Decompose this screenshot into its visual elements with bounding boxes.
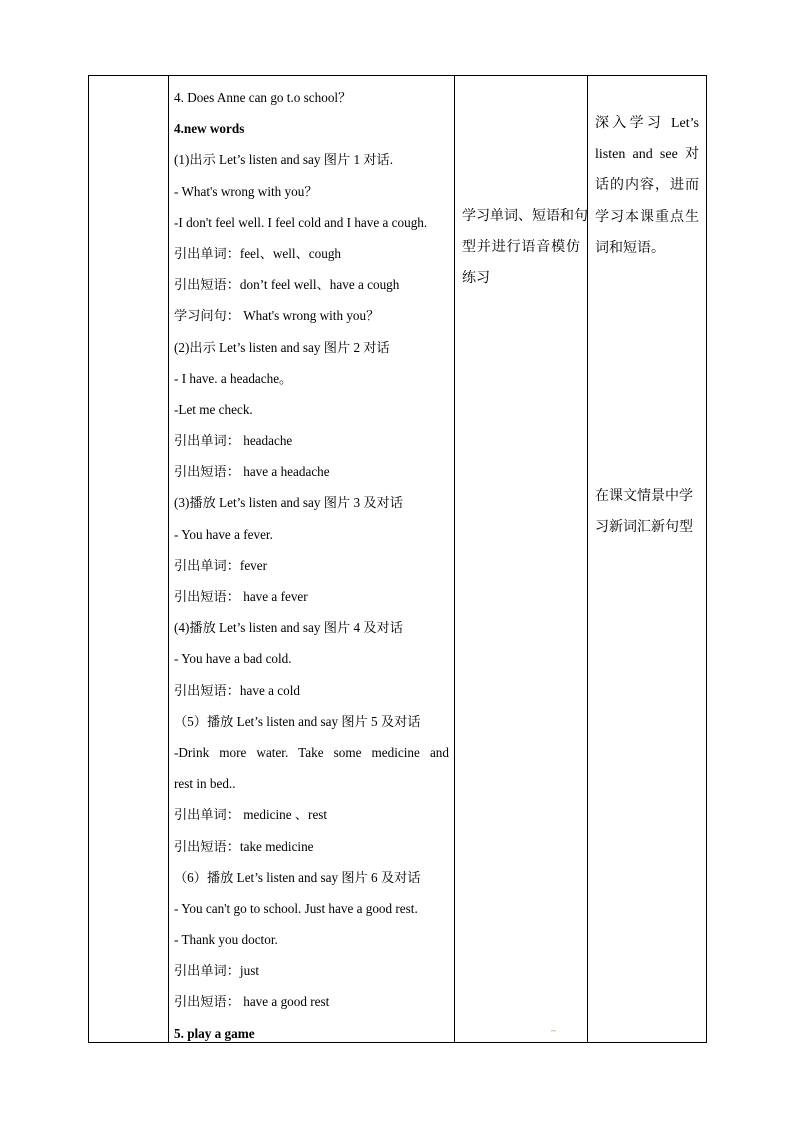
process-line: 引出短语： have a good rest <box>174 994 330 1010</box>
process-line: （5）播放 Let’s listen and say 图片 5 及对话 <box>174 713 421 729</box>
process-lines <box>174 82 449 1049</box>
process-line: - Thank you doctor. <box>174 932 278 948</box>
lesson-table <box>88 75 707 1043</box>
activity-line: 练习 <box>462 271 490 287</box>
process-line: (4)播放 Let’s listen and say 图片 4 及对话 <box>174 620 403 636</box>
process-line: 引出短语： have a headache <box>174 464 330 480</box>
process-line: -Let me check. <box>174 401 253 417</box>
process-line: 学习问句： What's wrong with you？ <box>174 308 380 324</box>
process-line: - You can't go to school. Just have a good rest. <box>174 900 418 916</box>
process-line: 引出短语：take medicine <box>174 838 314 854</box>
process-line: 引出单词：feel、well、cough <box>174 245 342 261</box>
process-line: (2)出示 Let’s listen and say 图片 2 对话 <box>174 339 390 355</box>
design-intent-group-2 <box>595 481 699 543</box>
intent-line: 词和短语。 <box>595 240 665 256</box>
process-line: 引出短语：have a cold <box>174 682 300 698</box>
activity-line: 型并进行语音模仿 <box>462 240 580 256</box>
process-line: 引出短语：don’t feel well、have a cough <box>174 277 400 293</box>
process-line: - You have a fever. <box>174 526 273 542</box>
column-3-student-activity <box>455 76 588 1042</box>
activity-line: 学习单词、短语和句 <box>462 209 588 224</box>
stray-mark: ~ <box>551 1026 556 1036</box>
process-line: rest in bed.. <box>174 776 236 792</box>
intent-line: 在课文情景中学 <box>595 489 693 504</box>
process-line: -I don't feel well. I feel cold and I have a cough. <box>174 214 428 230</box>
intent-line: listen and see 对 <box>595 147 699 163</box>
process-line: (3)播放 Let’s listen and say 图片 3 及对话 <box>174 495 403 511</box>
process-line: (1)出示 Let’s listen and say 图片 1 对话. <box>174 152 394 168</box>
intent-line: 深入学习 Let’s <box>595 116 699 131</box>
column-1-cell <box>89 76 169 1042</box>
process-line: - I have. a headache。 <box>174 370 293 386</box>
process-line: 5. play a game <box>174 1025 255 1041</box>
intent-line: 学习本课重点生 <box>595 209 699 225</box>
process-line: -Drink more water. Take some medicine and <box>174 744 449 760</box>
intent-line: 习新词汇新句型 <box>595 520 693 536</box>
process-line: - What's wrong with you？ <box>174 183 318 199</box>
process-line: （6）播放 Let’s listen and say 图片 6 及对话 <box>174 869 421 885</box>
process-line: - You have a bad cold. <box>174 651 292 667</box>
column-2-teaching-process <box>169 76 455 1042</box>
process-line: 引出单词：just <box>174 963 259 979</box>
process-line: 4. Does Anne can go t.o school？ <box>174 90 352 105</box>
student-activity-lines <box>462 201 588 295</box>
process-line: 引出单词：fever <box>174 557 268 573</box>
process-line: 引出单词： medicine 、rest <box>174 807 328 823</box>
intent-line: 话的内容，进而 <box>595 178 699 194</box>
design-intent-group-1 <box>595 108 699 264</box>
process-line: 引出单词： headache <box>174 433 293 449</box>
process-line: 引出短语： have a fever <box>174 589 308 604</box>
process-line: 4.new words <box>174 121 245 137</box>
column-4-design-intent <box>588 76 706 1042</box>
